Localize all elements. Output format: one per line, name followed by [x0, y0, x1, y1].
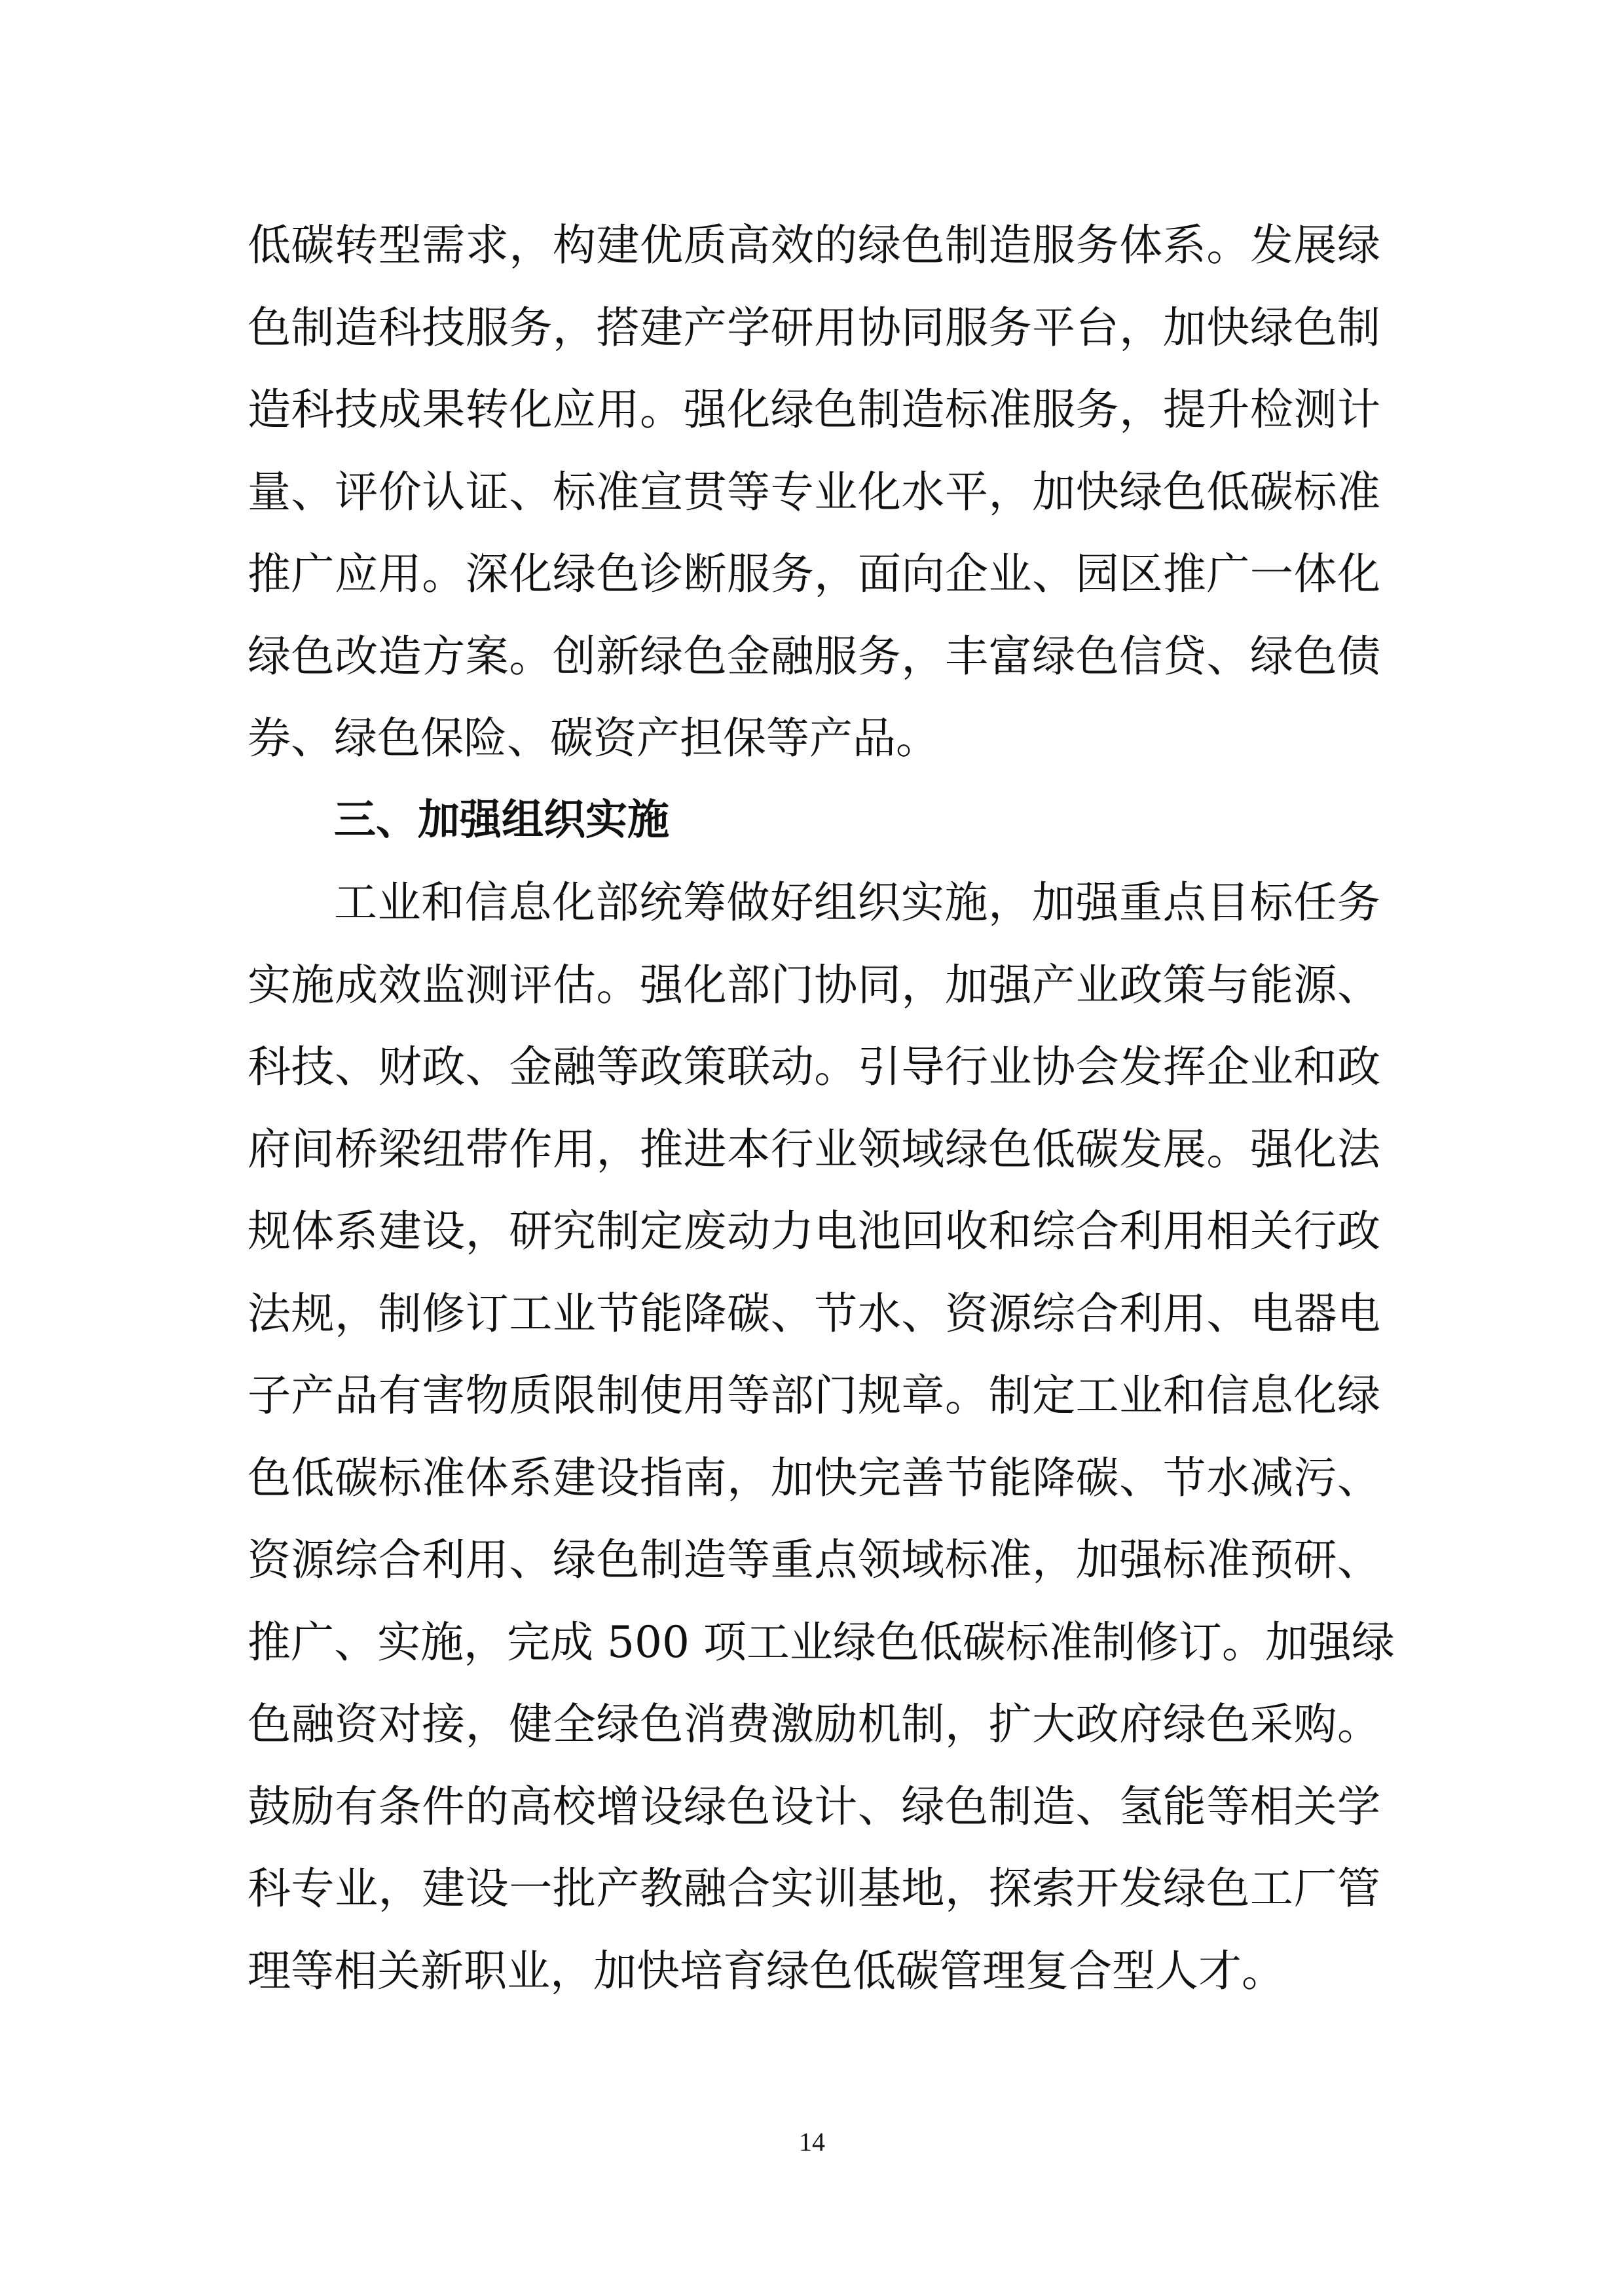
text-line: 造科技成果转化应用。强化绿色制造标准服务，提升检测计: [248, 384, 1380, 435]
text-line: 资源综合利用、绿色制造等重点领域标准，加强标准预研、: [248, 1535, 1380, 1585]
text-line: 工业和信息化部统筹做好组织实施，加强重点目标任务: [334, 877, 1380, 928]
text-line: 法规，制修订工业节能降碳、节水、资源综合利用、电器电: [248, 1288, 1380, 1339]
text-line: 绿色改造方案。创新绿色金融服务，丰富绿色信贷、绿色债: [248, 630, 1380, 682]
text-line: 规体系建设，研究制定废动力电池回收和综合利用相关行政: [248, 1206, 1380, 1256]
text-line: 科专业，建设一批产教融合实训基地，探索开发绿色工厂管: [248, 1863, 1380, 1914]
paragraph-section-3: [248, 862, 1395, 2012]
text-line: 推广、实施，完成 500 项工业绿色低碳标准制修订。加强绿: [248, 1616, 1395, 1667]
text-line: 子产品有害物质限制使用等部门规章。制定工业和信息化绿: [248, 1370, 1380, 1421]
text-line: 推广应用。深化绿色诊断服务，面向企业、园区推广一体化: [248, 549, 1380, 599]
section-heading: 三、加强组织实施: [334, 795, 669, 845]
document-body: [248, 204, 1395, 2012]
text-line: 科技、财政、金融等政策联动。引导行业协会发挥企业和政: [248, 1042, 1380, 1092]
text-line: 色融资对接，健全绿色消费激励机制，扩大政府绿色采购。: [248, 1699, 1380, 1749]
text-line: 色低碳标准体系建设指南，加快完善节能降碳、节水减污、: [248, 1452, 1380, 1503]
text-line: 鼓励有条件的高校增设绿色设计、绿色制造、氢能等相关学: [248, 1781, 1380, 1832]
page-number: 14: [799, 2127, 825, 2157]
text-line: 低碳转型需求，构建优质高效的绿色制造服务体系。发展绿: [248, 220, 1380, 270]
text-line: 实施成效监测评估。强化部门协同，加强产业政策与能源、: [248, 959, 1380, 1010]
text-line: 量、评价认证、标准宣贯等专业化水平，加快绿色低碳标准: [248, 466, 1380, 517]
text-line: 府间桥梁纽带作用，推进本行业领域绿色低碳发展。强化法: [248, 1123, 1380, 1175]
text-line: 券、绿色保险、碳资产担保等产品。: [248, 713, 939, 763]
paragraph-continued: [248, 204, 1380, 780]
text-line: 理等相关新职业，加快培育绿色低碳管理复合型人才。: [248, 1945, 1285, 1996]
text-line: 色制造科技服务，搭建产学研用协同服务平台，加快绿色制: [248, 302, 1380, 353]
